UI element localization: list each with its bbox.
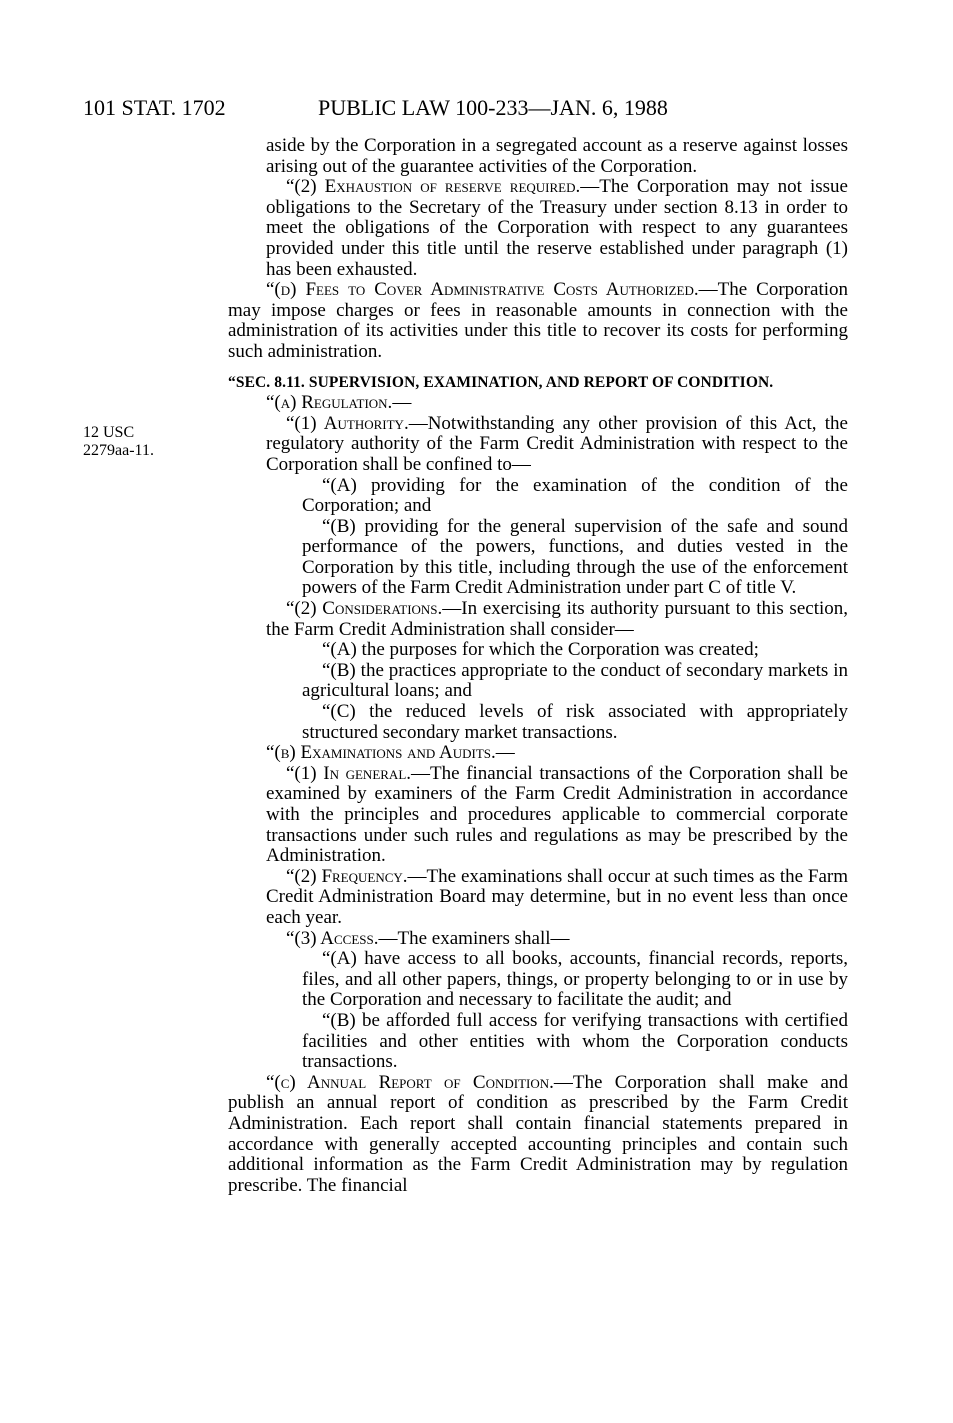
paragraph xyxy=(228,929,848,950)
paragraph: “(B) providing for the general supervision of the safe and sound performance of the powers, functions, and duties vested in the Corporation by this title, including through the use of the enforcement powers of the Farm Credit Administration under part C of title V. xyxy=(302,515,848,599)
statute-body xyxy=(228,136,848,1196)
paragraph-text: —The examinations shall occur at such times as the Farm Credit Administration Board may determine, but in no event less than once each year. xyxy=(266,865,848,928)
paragraph: “(B) be afforded full access for verifying transactions with certified facilities and other entities with whom the Corporation conducts transactions. xyxy=(302,1009,848,1073)
margin-citation-line2: 2279aa-11. xyxy=(83,442,154,459)
paragraph xyxy=(228,599,848,640)
paragraph xyxy=(228,764,848,867)
paragraph xyxy=(228,743,848,764)
paragraph: aside by the Corporation in a segregated account as a reserve against losses arising out of the guarantee activities of the Corporation. xyxy=(266,135,848,177)
paragraph: “(A) providing for the examination of the condition of the Corporation; and xyxy=(302,474,848,517)
subsection-heading: “(c) Annual Report of Condition. xyxy=(266,1071,554,1093)
paragraph-text: —The examiners shall— xyxy=(378,927,570,949)
paragraph-text: — xyxy=(495,742,515,764)
subsection-heading: “(1) Authority. xyxy=(286,412,409,434)
subsection-heading: “(2) Considerations. xyxy=(286,598,443,620)
paragraph xyxy=(228,1073,848,1197)
subsection-heading: “(1) In general. xyxy=(286,762,412,784)
subsection-heading: “(2) Exhaustion of reserve required. xyxy=(286,176,581,198)
paragraph-text: —The Corporation may impose charges or fees in reasonable amounts in connection with the administration of its activities under this title to recover its costs for performing such administration. xyxy=(228,279,848,362)
subsection-heading: “(b) Examinations and Audits. xyxy=(266,742,496,764)
subsection-heading: “(2) Frequency. xyxy=(286,865,408,887)
paragraph: “(B) the practices appropriate to the conduct of secondary markets in agricultural loans; and xyxy=(302,659,848,702)
paragraph xyxy=(228,177,848,280)
paragraph-text: —The Corporation shall make and publish an annual report of condition as prescribed by the Farm Credit Administration. Each report shall contain financial statements prepared in accordance with generally accepted accounting principles and contain such additional information as the Farm Credit Administration may by regulation prescribe. The financial xyxy=(228,1071,848,1196)
subsection-heading: “(3) Access. xyxy=(286,927,379,949)
paragraph-text: —Notwithstanding any other provision of this Act, the regulatory authority of the Farm Credit Administration with respect to the Corporation shall be confined to— xyxy=(266,412,848,475)
paragraph-text: —The Corporation may not issue obligations to the Secretary of the Treasury under section 8.13 in order to meet the obligations of the Corporation with respect to any guarantees provided under this title until the reserve established under paragraph (1) has been exhausted. xyxy=(266,176,848,280)
page-number-header: 101 STAT. 1702 xyxy=(83,95,226,120)
paragraph: “(A) the purposes for which the Corporation was created; xyxy=(322,639,759,661)
paragraph xyxy=(228,393,848,414)
paragraph-text: —The financial transactions of the Corporation shall be examined by examiners of the Farm Credit Administration in accordance with the principles and procedures applicable to commercial corporate transactions under such rules and regulations as may be prescribed by the Administration. xyxy=(266,762,848,867)
subsection-heading: “(d) Fees to Cover Administrative Costs Authorized. xyxy=(266,279,699,301)
paragraph-text: —In exercising its authority pursuant to this section, the Farm Credit Administration shall consider— xyxy=(266,598,848,640)
paragraph xyxy=(228,867,848,929)
margin-citation-line1: 12 USC xyxy=(83,424,135,441)
running-header: PUBLIC LAW 100-233—JAN. 6, 1988 xyxy=(318,95,668,120)
subsection-heading: “(a) Regulation. xyxy=(266,392,393,414)
paragraph: “(C) the reduced levels of risk associated with appropriately structured secondary market transactions. xyxy=(302,701,848,743)
section-heading: “SEC. 8.11. SUPERVISION, EXAMINATION, AND REPORT OF CONDITION. xyxy=(228,373,774,391)
paragraph xyxy=(228,414,848,476)
margin-citation xyxy=(83,424,213,460)
paragraph: “(A) have access to all books, accounts, financial records, reports, files, and all other papers, things, or property belonging to or in use by the Corporation and necessary to facilitate the audit; and xyxy=(302,948,848,1011)
paragraph xyxy=(228,280,848,362)
paragraph-text: — xyxy=(392,392,412,414)
